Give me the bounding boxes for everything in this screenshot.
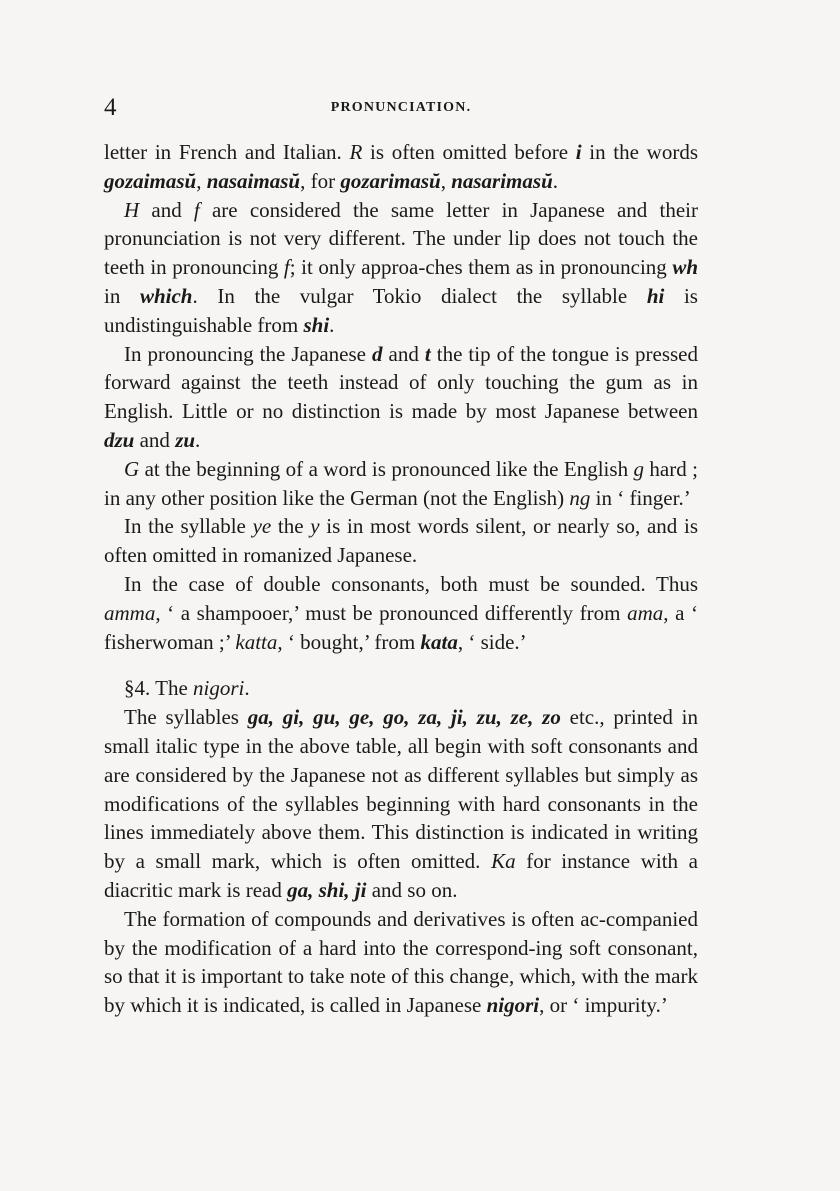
paragraph-6: In the case of double consonants, both must be sounded. Thus amma, ‘ a shampooer,’ must be pronounced differently from ama, a ‘ fisherwoman ;’ katta, ‘ bought,’ from kata, ‘ side.’ <box>104 571 698 654</box>
page-header <box>104 94 698 124</box>
paragraph-7: The syllables ga, gi, gu, ge, go, za, ji, zu, ze, zo etc., printed in small italic type in the above table, all begin with soft consonants and are considered by the Japanese not as different syllables but simply as modifications of the syllables beginning with hard consonants in the lines immediately above them. This distinction is indicated in writing by a small mark, which is often omitted. Ka for instance with a diacritic mark is read ga, shi, ji and so on. <box>104 705 699 902</box>
paragraph-4: G at the beginning of a word is pronounced like the English g hard ; in any other position like the German (not the English) ng in ‘ finger.’ <box>104 456 698 510</box>
page-body <box>104 138 698 1020</box>
paragraph-5: In the syllable ye the y is in most words silent, or nearly so, and is often omitted in romanized Japanese. <box>104 514 699 568</box>
paragraph-1: letter in French and Italian. R is often omitted before i in the words gozaimasŭ, nasaimasŭ, for gozarimasŭ, nasarimasŭ. <box>104 140 698 193</box>
paragraph-2: H and f are considered the same letter in Japanese and their pronunciation is not very different. The under lip does not touch the teeth in pronouncing f; it only approa-ches them as in pronouncing wh in which. In the vulgar Tokio dialect the syllable hi is undistinguishable from shi. <box>104 197 699 337</box>
running-head: PRONUNCIATION. <box>330 100 472 115</box>
paragraph-3: In pronouncing the Japanese d and t the tip of the tongue is pressed forward against the teeth instead of only touching the gum as in English. Little or no distinction is made by most Japanese between dzu and zu. <box>104 341 698 452</box>
section-heading: §4. The nigori. <box>124 676 250 701</box>
page-number: 4 <box>104 94 117 121</box>
paragraph-8: The formation of compounds and derivatives is often ac-companied by the modification of a hard into the correspond-ing soft consonant, so that it is important to take note of this change, which, with the mark by which it is indicated, is called in Japanese nigori, or ‘ impurity.’ <box>104 906 698 1018</box>
